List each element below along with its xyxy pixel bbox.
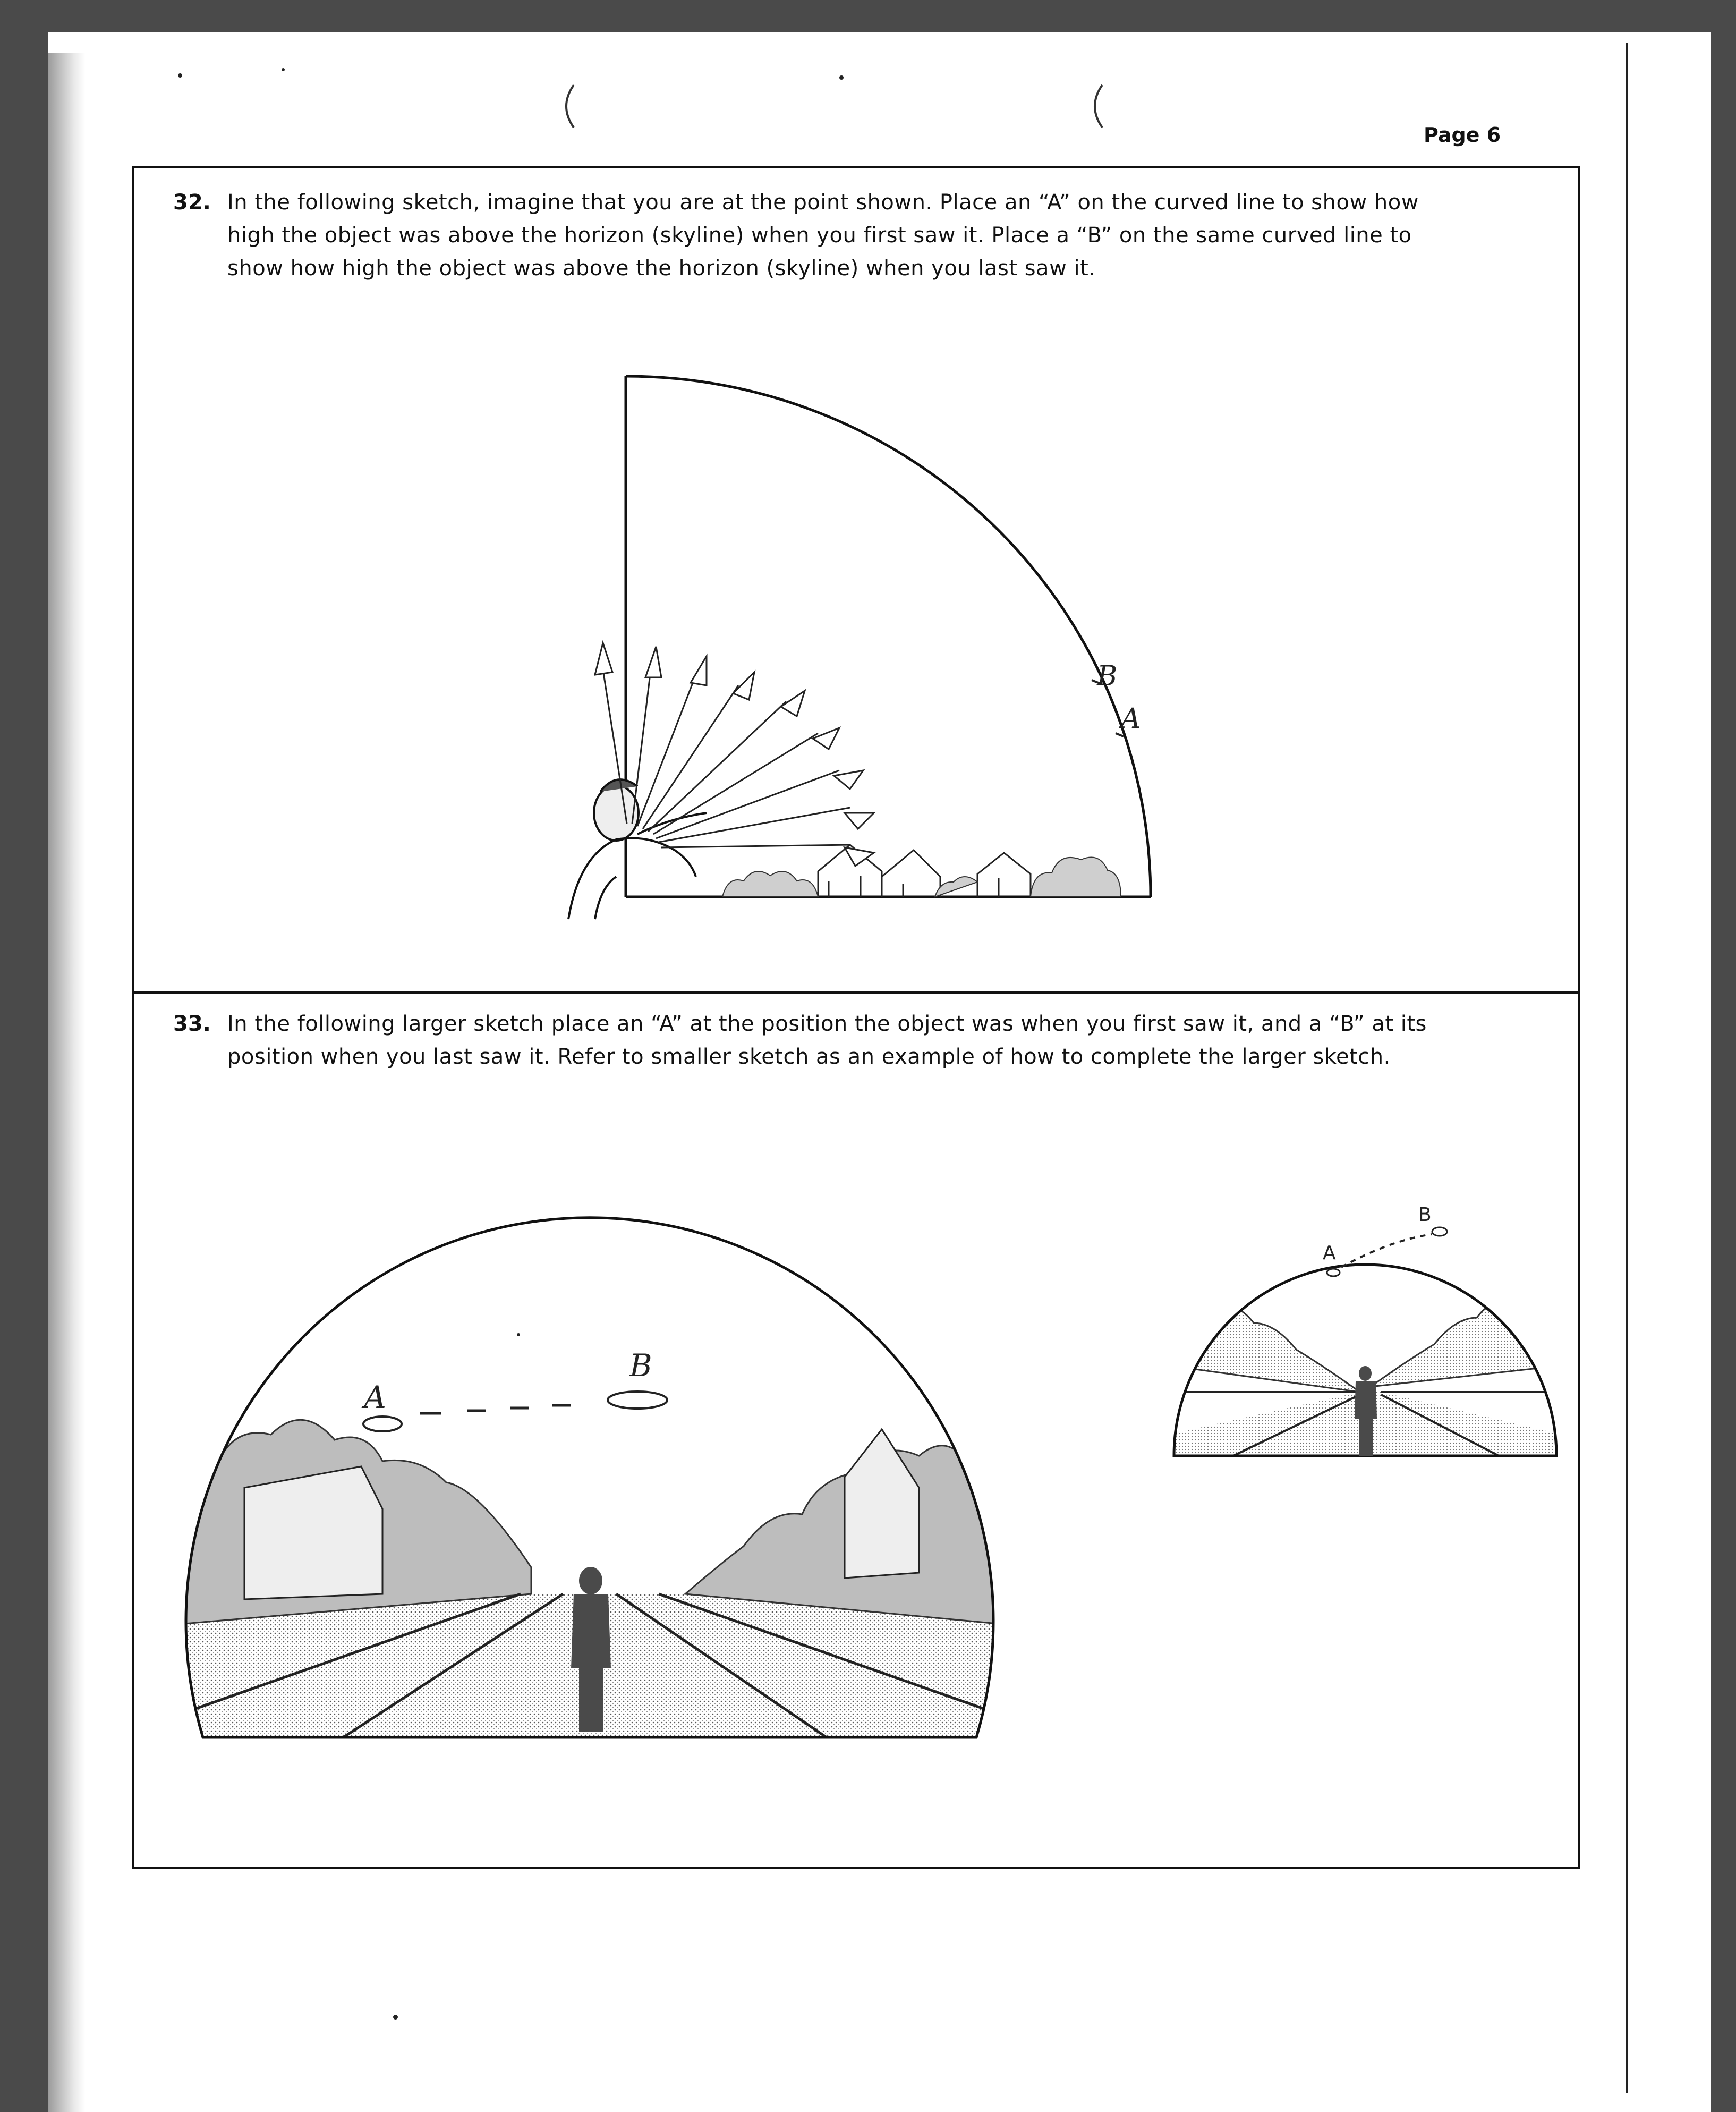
object-position-last	[608, 1392, 667, 1409]
question-33-line-2: position when you last saw it. Refer to smaller sketch as an example of how to complete the larger sketch.	[227, 1045, 1391, 1069]
hand-tips	[595, 643, 874, 866]
left-house	[244, 1466, 382, 1599]
large-sketch-mark-first[interactable]: A	[364, 1379, 386, 1415]
question-32-line-2: high the object was above the horizon (skyline) when you first saw it. Place a “B” on the same curved line to	[227, 223, 1412, 248]
quarter-arc-sketch	[563, 367, 1179, 940]
question-32-line-3: show how high the object was above the horizon (skyline) when you last saw it.	[227, 256, 1096, 281]
pointing-hand-icon	[637, 675, 696, 826]
page-edge-rule	[1626, 43, 1628, 2093]
question-32-line-1: In the following sketch, imagine that you are at the point shown. Place an “A” on the curved line to show how	[227, 190, 1419, 215]
page-number: Page 6	[1424, 123, 1501, 147]
example-street-sketch	[1169, 1190, 1562, 1466]
question-32-text	[227, 186, 1419, 285]
pointing-hand-icon	[656, 770, 839, 838]
sky-arc-curve[interactable]	[626, 376, 1151, 897]
answer-mark-first-seen[interactable]: A	[1121, 703, 1141, 735]
example-right-trees	[1371, 1280, 1562, 1387]
pointing-arms	[603, 669, 850, 847]
page-shadow	[48, 53, 85, 2112]
question-33-number: 33.	[173, 1012, 211, 1036]
large-street-sketch	[159, 1190, 1020, 1775]
example-path-dashes	[1341, 1234, 1432, 1267]
question-33-text	[227, 1007, 1427, 1073]
question-33-line-1: In the following larger sketch place an “A” at the position the object was when you first saw it, and a “B” at its	[227, 1012, 1427, 1036]
example-mark-first: A	[1323, 1242, 1336, 1264]
answer-mark-last-seen[interactable]: B	[1097, 660, 1118, 692]
pointing-hand-icon	[648, 701, 786, 832]
large-sketch-mark-last[interactable]: B	[629, 1347, 652, 1384]
dust-speck	[393, 2015, 398, 2020]
object-position-first	[363, 1417, 402, 1431]
example-object-first	[1327, 1269, 1340, 1276]
skyline-trees	[722, 858, 1121, 897]
question-32-number: 32.	[173, 190, 211, 215]
example-left-trees	[1169, 1286, 1360, 1392]
path-dashes	[420, 1405, 571, 1413]
pointing-hand-icon	[643, 685, 738, 829]
example-object-last	[1432, 1227, 1447, 1236]
example-mark-last: B	[1418, 1204, 1432, 1226]
pointing-hand-icon	[661, 845, 850, 847]
observer-person	[568, 779, 707, 919]
